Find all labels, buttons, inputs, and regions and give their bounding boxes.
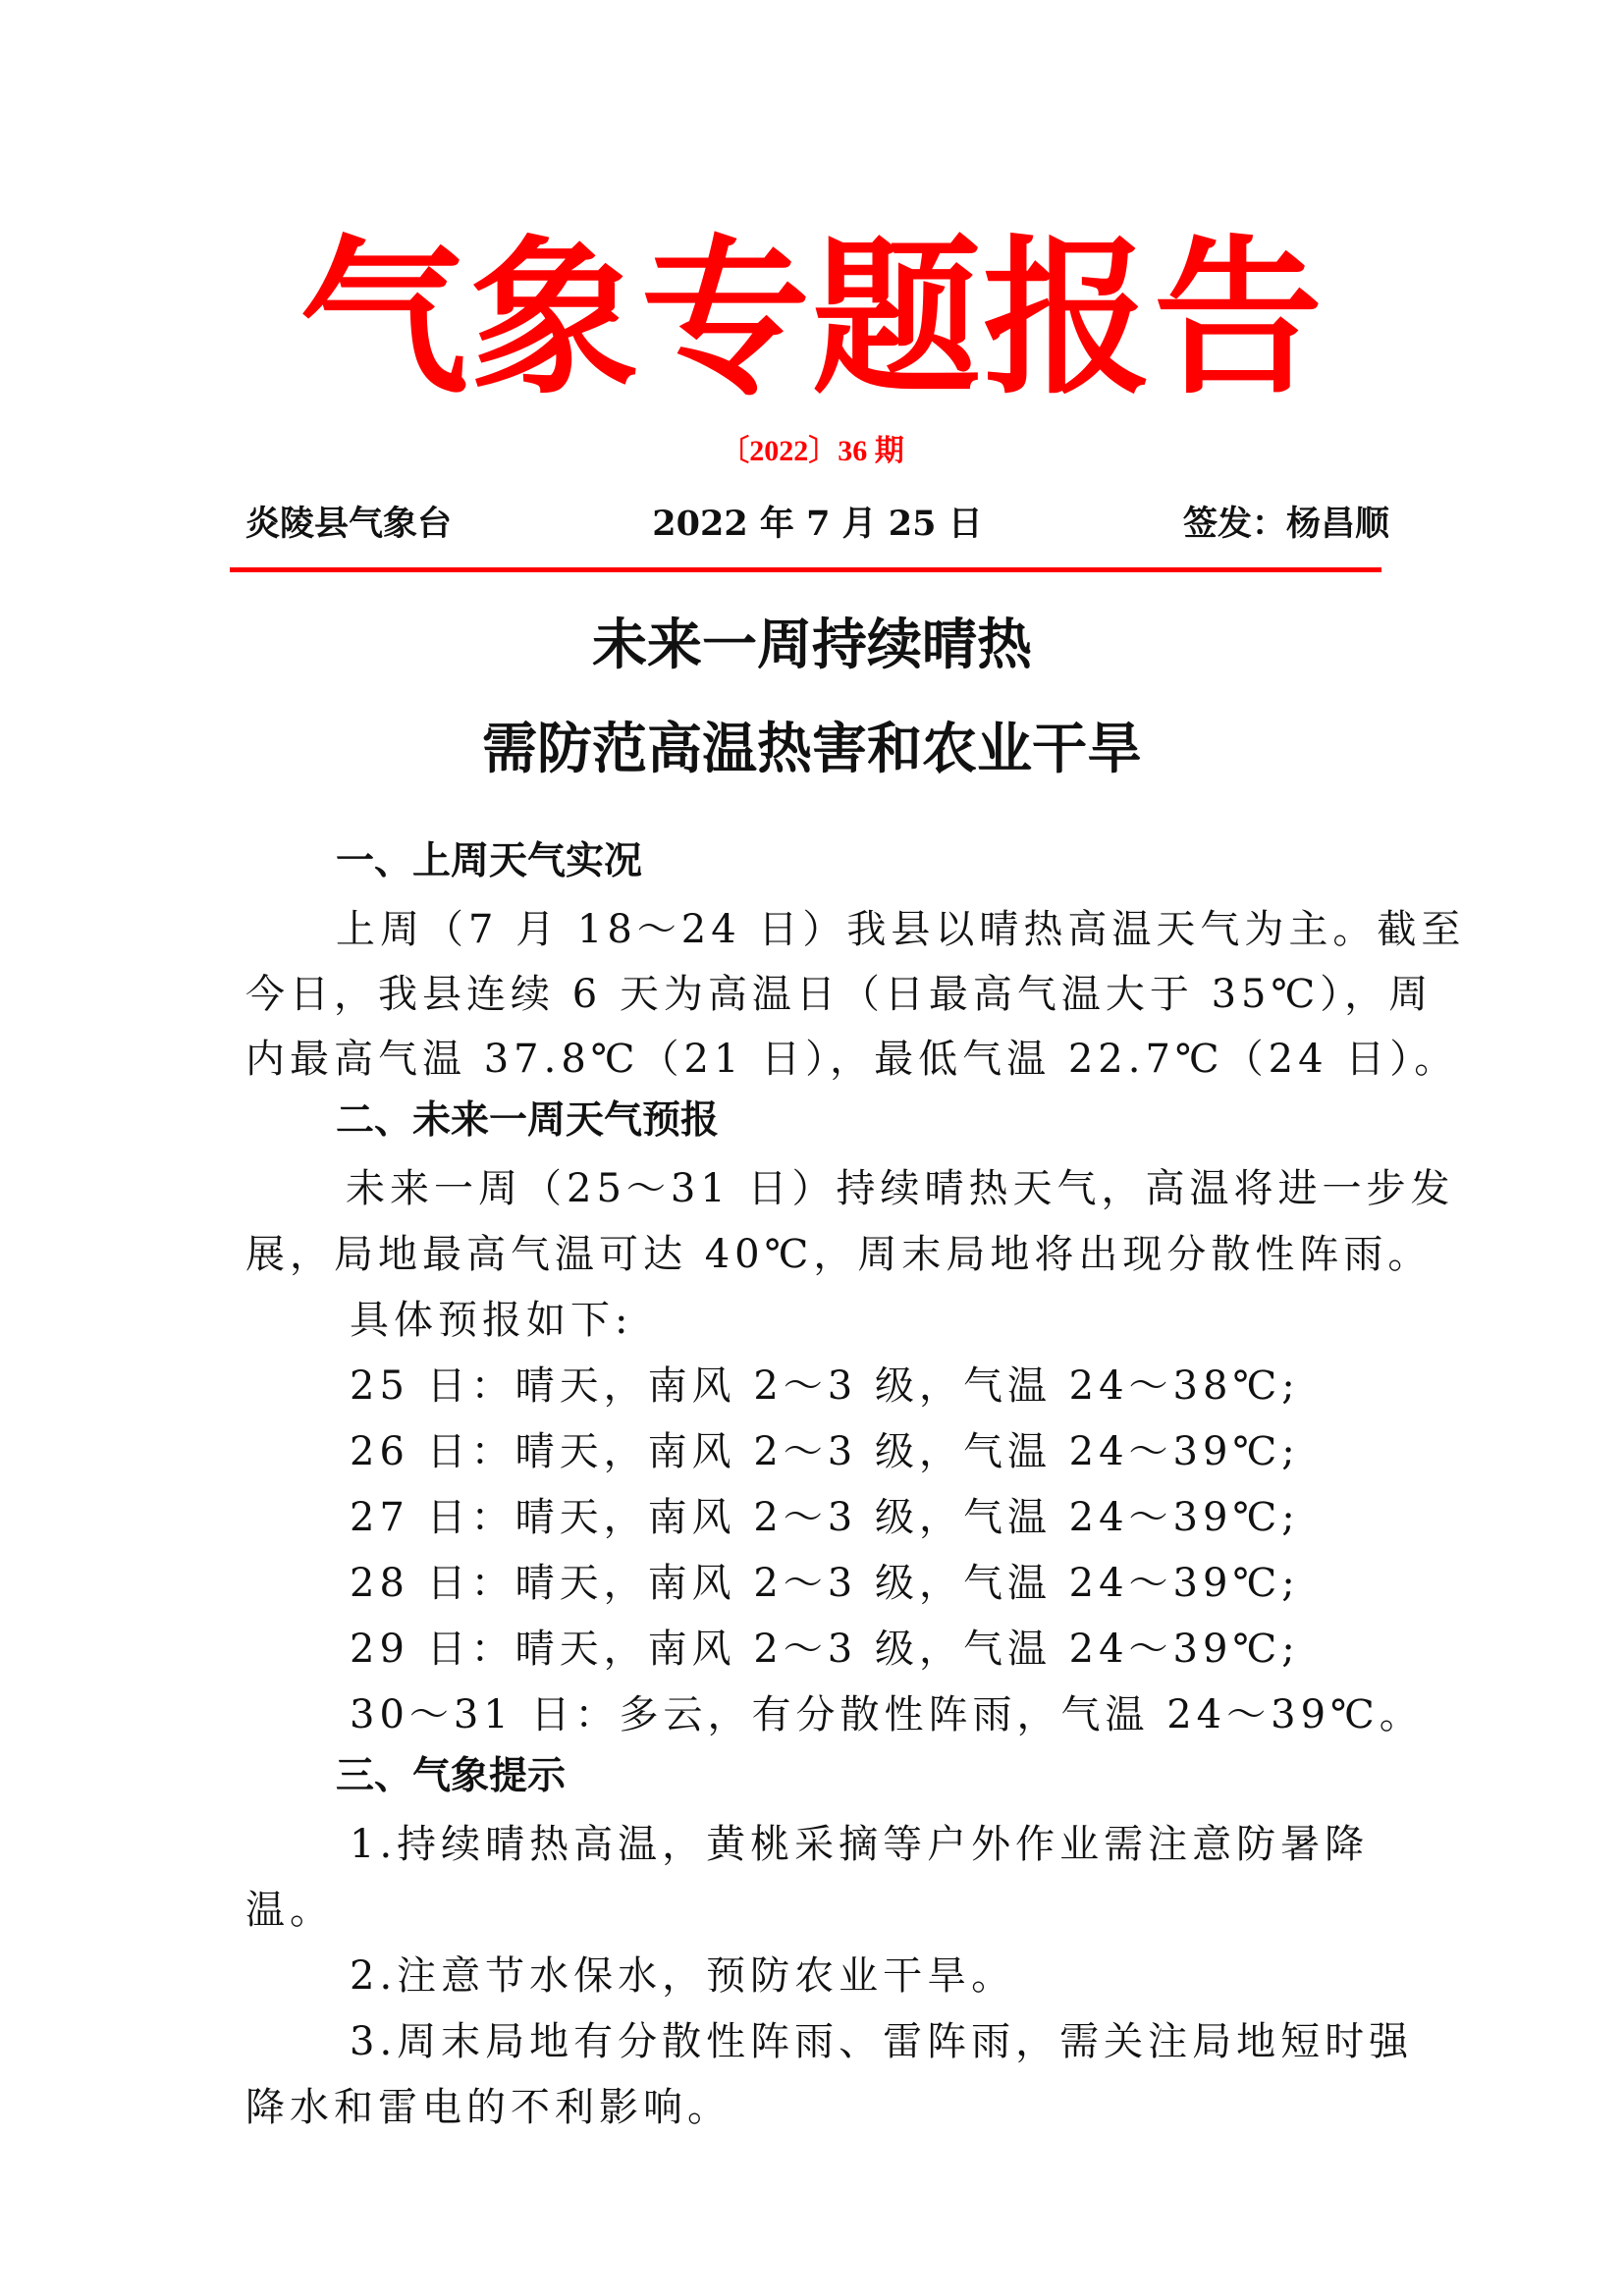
issue-number: 〔2022〕36 期 [720,435,904,467]
section2-paragraph-line: 展，局地最高气温可达 40℃，周末局地将出现分散性阵雨。 [245,1232,1433,1277]
section1-paragraph-line: 内最高气温 37.8℃（21 日），最低气温 22.7℃（24 日）。 [245,1037,1459,1082]
forecast-day: 29 日：晴天，南风 2～3 级，气温 24～39℃; [350,1627,1300,1672]
tip-line: 降水和雷电的不利影响。 [245,2085,731,2130]
tip-line: 1.持续晴热高温，黄桃采摘等户外作业需注意防暑降 [350,1822,1370,1867]
forecast-day: 28 日：晴天，南风 2～3 级，气温 24～39℃; [350,1561,1300,1606]
headline-line-2: 需防范高温热害和农业干旱 [482,718,1142,781]
signer: 签发：杨昌顺 [1182,504,1389,544]
section-heading-forecast: 二、未来一周天气预报 [336,1098,720,1143]
section-heading-last-week: 一、上周天气实况 [336,839,643,883]
forecast-day: 25 日：晴天，南风 2～3 级，气温 24～38℃; [350,1363,1300,1409]
forecast-intro: 具体预报如下: [350,1298,633,1343]
tip-line: 温。 [245,1888,334,1933]
tip-line: 3.周末局地有分散性阵雨、雷阵雨，需关注局地短时强 [350,2019,1414,2064]
report-masthead-title: 气象专题报告 [299,220,1325,417]
section-heading-tips: 三、气象提示 [336,1754,567,1798]
forecast-day: 27 日：晴天，南风 2～3 级，气温 24～39℃; [350,1495,1300,1540]
section1-paragraph-line: 今日，我县连续 6 天为高温日（日最高气温大于 35℃），周 [245,972,1434,1017]
red-divider-line [230,567,1381,572]
issuing-organization: 炎陵县气象台 [245,504,453,544]
section2-paragraph-line: 未来一周（25～31 日）持续晴热天气，高温将进一步发 [346,1166,1455,1211]
headline-line-1: 未来一周持续晴热 [592,614,1032,677]
forecast-day: 26 日：晴天，南风 2～3 级，气温 24～39℃; [350,1429,1300,1474]
forecast-day: 30～31 日：多云，有分散性阵雨，气温 24～39℃。 [350,1692,1424,1737]
issue-date: 2022 年 7 月 25 日 [652,504,983,544]
section1-paragraph-line: 上周（7 月 18～24 日）我县以晴热高温天气为主。截至 [336,907,1466,952]
report-meta-row [245,499,1389,550]
tip-line: 2.注意节水保水，预防农业干旱。 [350,1953,1016,1999]
